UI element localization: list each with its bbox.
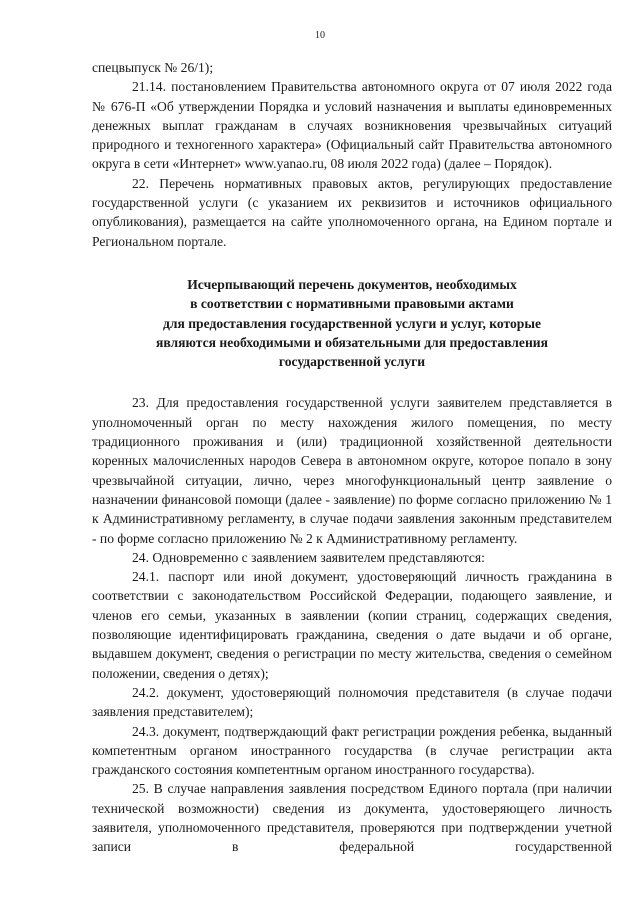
- paragraph-24: 24. Одновременно с заявлением заявителем представляются:: [132, 549, 485, 565]
- section-heading: [92, 275, 612, 371]
- paragraph-25: 25. В случае направления заявления посредством Единого портала (при наличии технической возможности) сведения из документа, удостоверяющего личность заявителя, уполномоченного представителя, проверяются при подтверждении учетной записи в федеральной государственной: [92, 781, 612, 855]
- paragraph-continuation: спецвыпуск № 26/1);: [92, 60, 214, 75]
- paragraph-21-14: 21.14. постановлением Правительства автономного округа от 07 июля 2022 года № 676-П «Об утверждении Порядка и условий назначения и выплаты единовременных денежных выплат гражданам в случаях возникновения чрезвычайных ситуаций природного и техногенного характера» (Официальный сайт Правительства автономного округа в сети «Интернет» www.yanao.ru, 08 июля 2022 года) (далее – Порядок).: [92, 79, 612, 172]
- heading-line: для предоставления государственной услуги и услуг, которые: [162, 315, 542, 331]
- heading-line: государственной услуги: [278, 354, 426, 370]
- heading-line: Исчерпывающий перечень документов, необходимых: [187, 276, 517, 292]
- heading-line: в соответствии с нормативными правовыми актами: [190, 296, 514, 312]
- page-number: 10: [315, 30, 325, 41]
- paragraph-23: 23. Для предоставления государственной услуги заявителем представляется в уполномоченный орган по месту нахождения жилого помещения, по месту традиционного проживания и (или) традиционной хозяйственной деятельности коренных малочисленных народов Севера в автономном округе, которое попало в зону чрезвычайной ситуации, лично, через многофункциональный центр заявление о назначении финансовой помощи (далее - заявление) по форме согласно приложению № 1 к Административному регламенту, в случае подачи заявления законным представителем - по форме согласно приложению № 2 к Административному регламенту.: [92, 395, 612, 546]
- paragraph-24-3: 24.3. документ, подтверждающий факт регистрации рождения ребенка, выданный компетентным органом иностранного государства (в случае регистрации акта гражданского состояния компетентным органом иностранного государства).: [92, 723, 612, 778]
- paragraph-24-1: 24.1. паспорт или иной документ, удостоверяющий личность гражданина в соответствии с законодательством Российской Федерации, подающего заявление, и членов его семьи, указанных в заявлении (копии страниц, содержащих сведения, позволяющие идентифицировать гражданина, сведения о дате выдачи и об органе, выдавшем документ, сведения о регистрации по месту жительства, сведения о семейном положении, сведения о детях);: [92, 569, 612, 681]
- document-body: [92, 58, 612, 857]
- paragraph-22: 22. Перечень нормативных правовых актов, регулирующих предоставление государственной услуги (с указанием их реквизитов и источников официального опубликования), размещается на сайте уполномоченного органа, на Едином портале и Региональном портале.: [92, 175, 612, 249]
- heading-line: являются необходимыми и обязательными для предоставления: [156, 334, 548, 350]
- paragraph-24-2: 24.2. документ, удостоверяющий полномочия представителя (в случае подачи заявления представителем);: [92, 684, 612, 720]
